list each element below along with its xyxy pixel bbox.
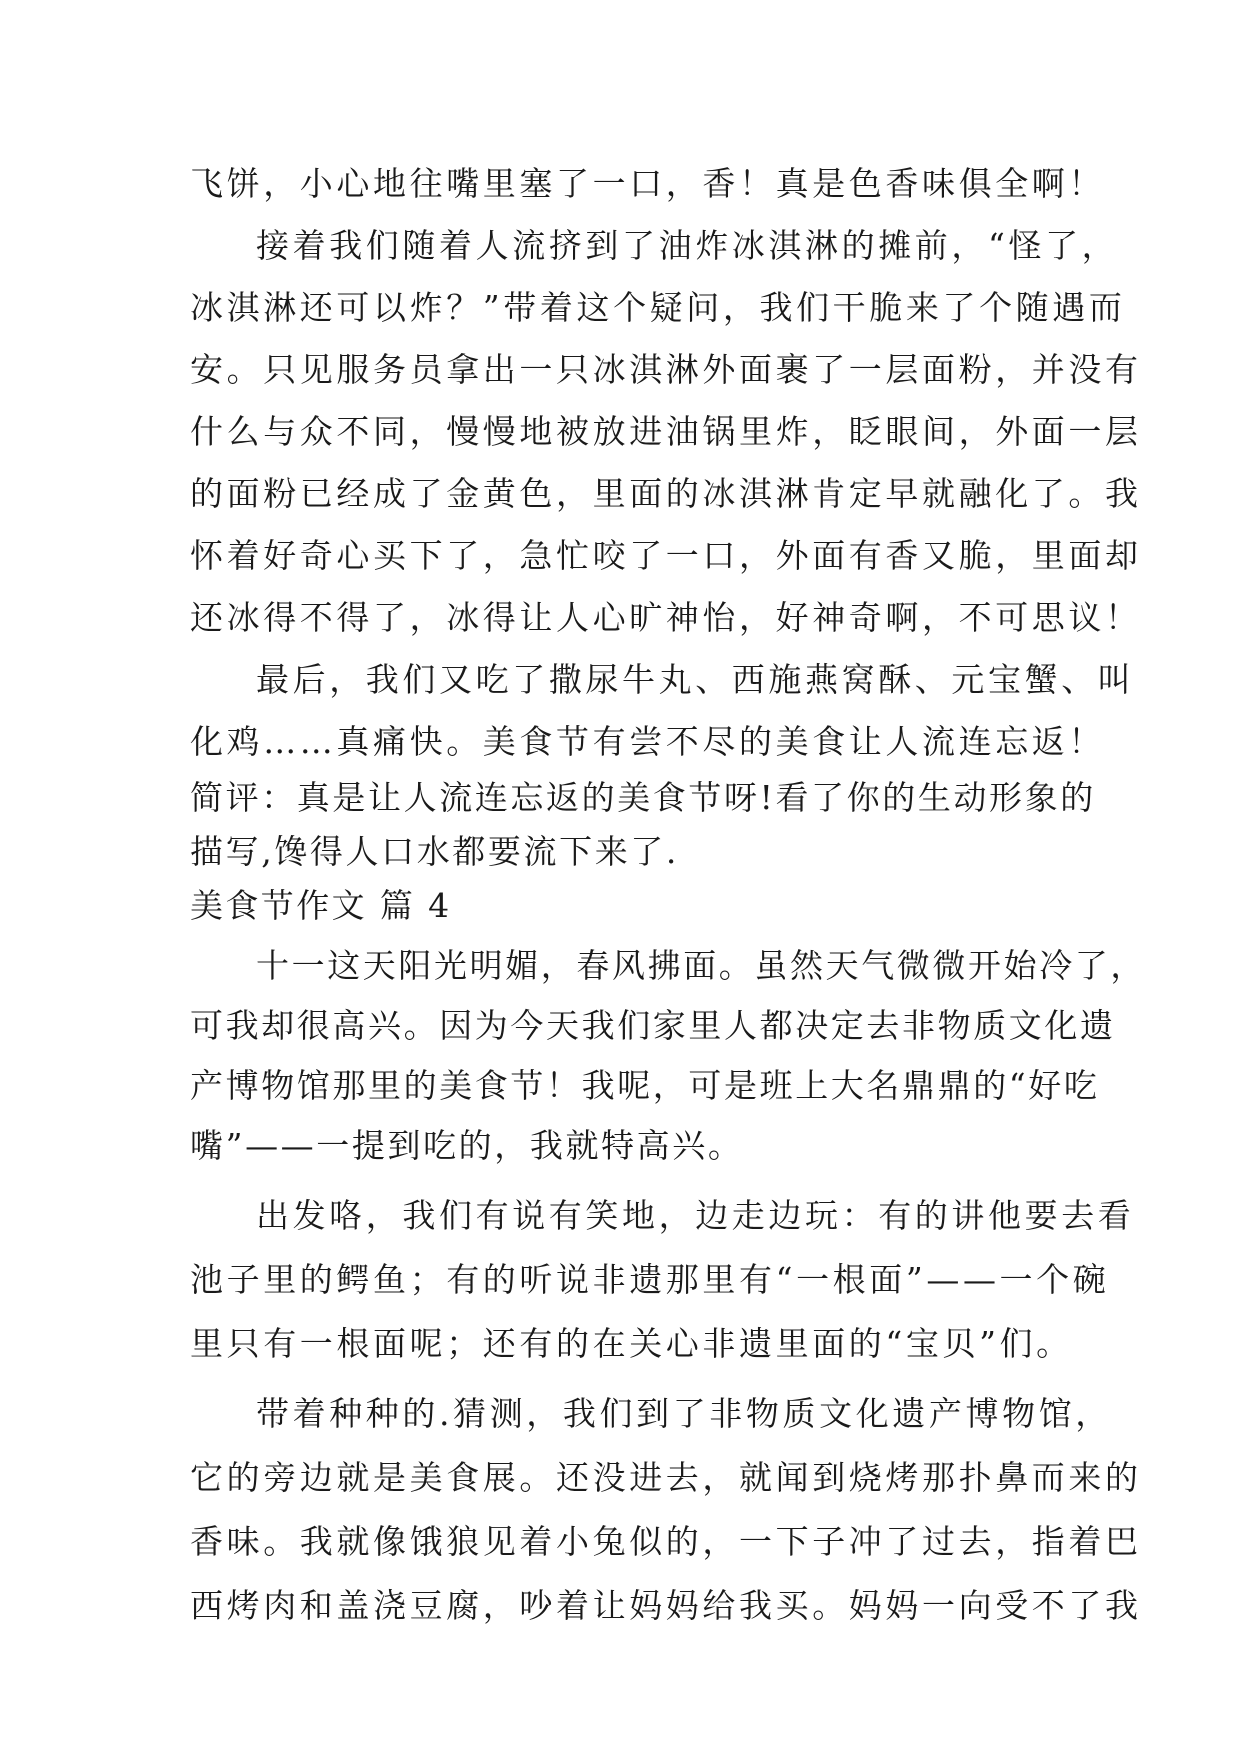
text-line: 飞饼，小心地往嘴里塞了一口，香！真是色香味俱全啊！ bbox=[190, 164, 1105, 203]
paragraph-start-line: 出发咯，我们有说有笑地，边走边玩：有的讲他要去看 bbox=[256, 1196, 1135, 1235]
text-line: 里只有一根面呢；还有的在关心非遗里面的“宝贝”们。 bbox=[190, 1324, 1073, 1363]
text-line: 的面粉已经成了金黄色，里面的冰淇淋肯定早就融化了。我 bbox=[190, 474, 1142, 513]
text-line: 香味。我就像饿狼见着小兔似的，一下子冲了过去，指着巴 bbox=[190, 1522, 1142, 1561]
text-line: 池子里的鳄鱼；有的听说非遗那里有“一根面”——一个碗 bbox=[190, 1260, 1110, 1299]
text-line: 什么与众不同，慢慢地被放进油锅里炸，眨眼间，外面一层 bbox=[190, 412, 1142, 451]
paragraph-start-line: 带着种种的.猜测，我们到了非物质文化遗产博物馆， bbox=[256, 1394, 1112, 1433]
paragraph-start-line: 接着我们随着人流挤到了油炸冰淇淋的摊前，“怪了， bbox=[256, 226, 1119, 265]
text-line: 化鸡……真痛快。美食节有尝不尽的美食让人流连忘返！ bbox=[190, 722, 1105, 761]
comment-line: 描写,馋得人口水都要流下来了. bbox=[190, 832, 679, 871]
text-line: 产博物馆那里的美食节！我呢，可是班上大名鼎鼎的“好吃 bbox=[190, 1066, 1100, 1105]
text-line: 可我却很高兴。因为今天我们家里人都决定去非物质文化遗 bbox=[190, 1006, 1116, 1045]
paragraph-start-line: 最后，我们又吃了撒尿牛丸、西施燕窝酥、元宝蟹、叫 bbox=[256, 660, 1135, 699]
text-line: 冰淇淋还可以炸？”带着这个疑问，我们干脆来了个随遇而 bbox=[190, 288, 1126, 327]
comment-line: 简评：真是让人流连忘返的美食节呀!看了你的生动形象的 bbox=[190, 778, 1096, 817]
text-line: 它的旁边就是美食展。还没进去，就闻到烧烤那扑鼻而来的 bbox=[190, 1458, 1142, 1497]
text-line: 还冰得不得了，冰得让人心旷神怡，好神奇啊，不可思议！ bbox=[190, 598, 1142, 637]
text-line: 安。只见服务员拿出一只冰淇淋外面裹了一层面粉，并没有 bbox=[190, 350, 1142, 389]
section-heading: 美食节作文 篇 4 bbox=[190, 886, 452, 925]
text-line: 西烤肉和盖浇豆腐，吵着让妈妈给我买。妈妈一向受不了我 bbox=[190, 1586, 1142, 1625]
text-line: 怀着好奇心买下了，急忙咬了一口，外面有香又脆，里面却 bbox=[190, 536, 1142, 575]
text-line: 嘴”——一提到吃的，我就特高兴。 bbox=[190, 1126, 744, 1165]
paragraph-start-line: 十一这天阳光明媚，春风拂面。虽然天气微微开始冷了， bbox=[256, 946, 1146, 985]
